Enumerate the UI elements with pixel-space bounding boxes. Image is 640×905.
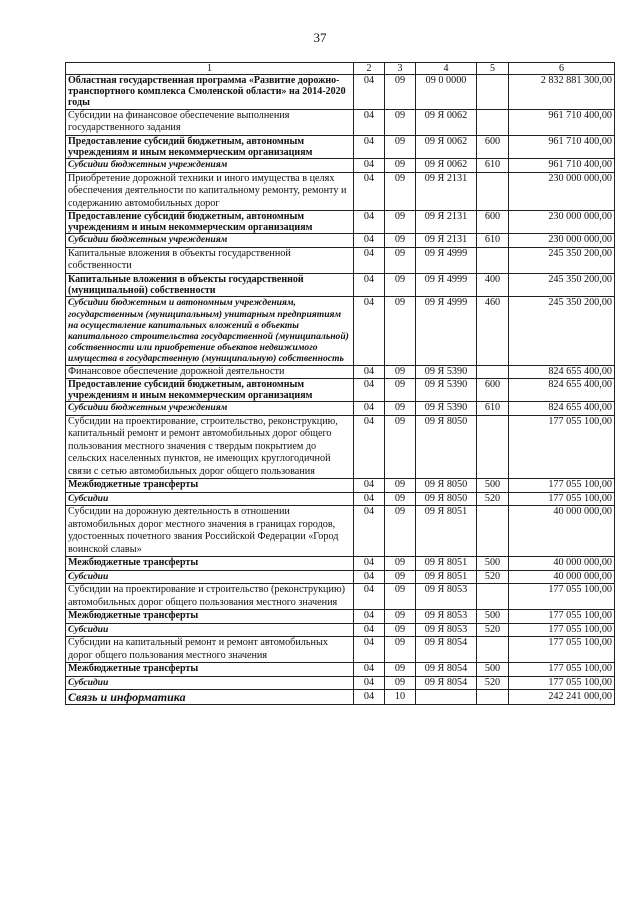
row-name-cell: Субсидии бюджетным учреждениям [66,159,354,173]
row-target-article-cell: 09 Я 4999 [416,273,477,296]
table-row [66,492,615,506]
row-target-article-cell: 09 Я 4999 [416,297,477,365]
row-expense-type-cell: 500 [477,663,509,677]
row-name-cell: Субсидии на капитальный ремонт и ремонт автомобильных дорог общего пользования местного значения [66,637,354,663]
row-name-cell: Капитальные вложения в объекты государственной собственности [66,247,354,273]
header-cell: 6 [509,63,615,75]
row-expense-type-cell [477,637,509,663]
row-target-article-cell: 09 Я 5390 [416,379,477,402]
row-name-cell: Субсидии бюджетным учреждениям [66,402,354,416]
row-name-cell: Субсидии [66,676,354,690]
row-amount-cell: 824 655 400,00 [509,402,615,416]
row-amount-cell: 177 055 100,00 [509,663,615,677]
row-expense-type-cell: 610 [477,402,509,416]
row-expense-type-cell [477,584,509,610]
row-name-cell: Субсидии на дорожную деятельность в отношении автомобильных дорог местного значения в границах городов, удостоенных почетного звания Российской Федерации «Город воинской славы» [66,506,354,557]
row-target-article-cell: 09 Я 0062 [416,135,477,158]
row-target-article-cell: 09 Я 8051 [416,506,477,557]
row-section-cell: 04 [354,637,385,663]
row-expense-type-cell: 610 [477,159,509,173]
row-amount-cell: 230 000 000,00 [509,172,615,211]
table-row [66,297,615,365]
row-subsection-cell: 09 [385,663,416,677]
header-cell: 2 [354,63,385,75]
row-section-cell: 04 [354,297,385,365]
table-row [66,75,615,110]
table-row [66,247,615,273]
row-name-cell: Приобретение дорожной техники и иного имущества в целях обеспечения деятельности по капитальному ремонту, ремонту и содержанию автомобильных дорог [66,172,354,211]
row-expense-type-cell: 520 [477,623,509,637]
row-expense-type-cell: 500 [477,479,509,493]
header-cell: 5 [477,63,509,75]
row-name-cell: Межбюджетные трансферты [66,557,354,571]
row-amount-cell: 177 055 100,00 [509,492,615,506]
row-name-cell: Субсидии [66,623,354,637]
row-name-cell: Финансовое обеспечение дорожной деятельности [66,365,354,379]
header-cell: 1 [66,63,354,75]
row-target-article-cell [416,690,477,705]
row-name-cell: Межбюджетные трансферты [66,479,354,493]
row-amount-cell: 245 350 200,00 [509,273,615,296]
table-row [66,557,615,571]
row-subsection-cell: 09 [385,135,416,158]
row-section-cell: 04 [354,663,385,677]
row-subsection-cell: 09 [385,297,416,365]
row-section-cell: 04 [354,492,385,506]
row-subsection-cell: 09 [385,365,416,379]
row-subsection-cell: 09 [385,172,416,211]
row-expense-type-cell: 500 [477,557,509,571]
row-expense-type-cell [477,690,509,705]
row-subsection-cell: 09 [385,273,416,296]
row-target-article-cell: 09 Я 2131 [416,211,477,234]
budget-table [65,62,615,705]
row-section-cell: 04 [354,623,385,637]
table-row [66,623,615,637]
row-section-cell: 04 [354,109,385,135]
row-amount-cell: 961 710 400,00 [509,135,615,158]
row-subsection-cell: 09 [385,610,416,624]
row-name-cell: Субсидии на проектирование и строительство (реконструкцию) автомобильных дорог общего пользования местного значения [66,584,354,610]
row-target-article-cell: 09 Я 8054 [416,663,477,677]
row-expense-type-cell: 610 [477,234,509,248]
row-target-article-cell: 09 Я 8053 [416,623,477,637]
row-amount-cell: 177 055 100,00 [509,676,615,690]
row-expense-type-cell: 520 [477,492,509,506]
table-row [66,159,615,173]
table-row [66,479,615,493]
table-row [66,172,615,211]
row-name-cell: Предоставление субсидий бюджетным, автономным учреждениям и иным некоммерческим организациям [66,379,354,402]
row-target-article-cell: 09 Я 8050 [416,415,477,479]
row-target-article-cell: 09 Я 8051 [416,570,477,584]
row-expense-type-cell: 600 [477,135,509,158]
row-section-cell: 04 [354,211,385,234]
row-amount-cell: 40 000 000,00 [509,570,615,584]
row-name-cell: Субсидии на проектирование, строительство, реконструкцию, капитальный ремонт и ремонт автомобильных дорог общего пользования местного значения с твердым покрытием до сельских населенных пунктов, не имеющих круглогодичной связи с сетью автомобильных дорог общего пользования [66,415,354,479]
row-subsection-cell: 09 [385,584,416,610]
row-subsection-cell: 09 [385,415,416,479]
table-row [66,415,615,479]
row-section-cell: 04 [354,610,385,624]
row-target-article-cell: 09 Я 8054 [416,676,477,690]
row-section-cell: 04 [354,506,385,557]
row-subsection-cell: 10 [385,690,416,705]
table-row [66,135,615,158]
row-target-article-cell: 09 Я 5390 [416,365,477,379]
row-target-article-cell: 09 Я 4999 [416,247,477,273]
table-row [66,109,615,135]
row-subsection-cell: 09 [385,479,416,493]
row-target-article-cell: 09 Я 0062 [416,109,477,135]
row-target-article-cell: 09 Я 0062 [416,159,477,173]
table-header-row [66,63,615,75]
row-expense-type-cell [477,415,509,479]
row-section-cell: 04 [354,234,385,248]
row-name-cell: Субсидии на финансовое обеспечение выполнения государственного задания [66,109,354,135]
row-amount-cell: 177 055 100,00 [509,623,615,637]
row-expense-type-cell: 600 [477,379,509,402]
table-row [66,273,615,296]
row-section-cell: 04 [354,247,385,273]
header-cell: 3 [385,63,416,75]
row-name-cell: Субсидии бюджетным и автономным учреждениям, государственным (муниципальным) унитарным предприятиям на осуществление капитальных вложений в объекты капитального строительства государственной (муниципальной) собственности или приобретение объектов недвижимого имущества в государственную (муниципальную) собственность [66,297,354,365]
row-expense-type-cell [477,75,509,110]
table-row [66,402,615,416]
row-subsection-cell: 09 [385,623,416,637]
row-amount-cell: 177 055 100,00 [509,610,615,624]
table-row [66,676,615,690]
row-expense-type-cell: 600 [477,211,509,234]
row-name-cell: Субсидии [66,570,354,584]
row-section-cell: 04 [354,557,385,571]
row-expense-type-cell [477,247,509,273]
row-name-cell: Межбюджетные трансферты [66,610,354,624]
row-amount-cell: 824 655 400,00 [509,365,615,379]
row-name-cell: Предоставление субсидий бюджетным, автономным учреждениям и иным некоммерческим организациям [66,211,354,234]
row-amount-cell: 2 832 881 300,00 [509,75,615,110]
row-subsection-cell: 09 [385,637,416,663]
table-row [66,234,615,248]
table-row [66,610,615,624]
row-expense-type-cell: 400 [477,273,509,296]
row-subsection-cell: 09 [385,492,416,506]
row-section-cell: 04 [354,690,385,705]
row-section-cell: 04 [354,159,385,173]
row-section-cell: 04 [354,676,385,690]
row-subsection-cell: 09 [385,570,416,584]
table-row [66,211,615,234]
row-subsection-cell: 09 [385,75,416,110]
row-amount-cell: 177 055 100,00 [509,415,615,479]
row-section-cell: 04 [354,135,385,158]
row-section-cell: 04 [354,379,385,402]
row-expense-type-cell: 460 [477,297,509,365]
row-amount-cell: 961 710 400,00 [509,159,615,173]
row-name-cell: Субсидии [66,492,354,506]
row-amount-cell: 40 000 000,00 [509,506,615,557]
row-subsection-cell: 09 [385,109,416,135]
row-expense-type-cell [477,109,509,135]
row-name-cell: Капитальные вложения в объекты государственной (муниципальной) собственности [66,273,354,296]
row-expense-type-cell: 520 [477,676,509,690]
row-expense-type-cell [477,172,509,211]
row-section-cell: 04 [354,273,385,296]
table-row [66,637,615,663]
row-subsection-cell: 09 [385,247,416,273]
row-subsection-cell: 09 [385,211,416,234]
table-row [66,570,615,584]
row-subsection-cell: 09 [385,379,416,402]
row-target-article-cell: 09 Я 8054 [416,637,477,663]
row-section-cell: 04 [354,415,385,479]
row-amount-cell: 245 350 200,00 [509,297,615,365]
row-target-article-cell: 09 Я 2131 [416,172,477,211]
row-target-article-cell: 09 Я 8051 [416,557,477,571]
row-target-article-cell: 09 Я 2131 [416,234,477,248]
row-amount-cell: 177 055 100,00 [509,584,615,610]
row-expense-type-cell [477,365,509,379]
table-row [66,690,615,705]
row-amount-cell: 230 000 000,00 [509,211,615,234]
row-amount-cell: 245 350 200,00 [509,247,615,273]
row-section-cell: 04 [354,584,385,610]
row-subsection-cell: 09 [385,159,416,173]
page-number: 37 [313,30,327,45]
row-expense-type-cell: 520 [477,570,509,584]
table-row [66,663,615,677]
row-name-cell: Субсидии бюджетным учреждениям [66,234,354,248]
row-expense-type-cell: 500 [477,610,509,624]
row-target-article-cell: 09 Я 8050 [416,492,477,506]
row-amount-cell: 824 655 400,00 [509,379,615,402]
table-row [66,506,615,557]
table-row [66,379,615,402]
row-subsection-cell: 09 [385,506,416,557]
row-amount-cell: 230 000 000,00 [509,234,615,248]
row-target-article-cell: 09 Я 8053 [416,610,477,624]
row-name-cell: Областная государственная программа «Развитие дорожно-транспортного комплекса Смоленской области» на 2014-2020 годы [66,75,354,110]
row-target-article-cell: 09 Я 8053 [416,584,477,610]
row-section-cell: 04 [354,570,385,584]
row-expense-type-cell [477,506,509,557]
row-section-cell: 04 [354,172,385,211]
row-subsection-cell: 09 [385,557,416,571]
header-cell: 4 [416,63,477,75]
row-target-article-cell: 09 0 0000 [416,75,477,110]
row-subsection-cell: 09 [385,402,416,416]
row-name-cell: Предоставление субсидий бюджетным, автономным учреждениям и иным некоммерческим организациям [66,135,354,158]
row-target-article-cell: 09 Я 8050 [416,479,477,493]
row-section-cell: 04 [354,75,385,110]
row-section-cell: 04 [354,365,385,379]
row-subsection-cell: 09 [385,676,416,690]
row-amount-cell: 961 710 400,00 [509,109,615,135]
row-section-cell: 04 [354,479,385,493]
row-amount-cell: 242 241 000,00 [509,690,615,705]
row-name-cell: Связь и информатика [66,690,354,705]
row-name-cell: Межбюджетные трансферты [66,663,354,677]
row-amount-cell: 177 055 100,00 [509,479,615,493]
table-row [66,584,615,610]
row-target-article-cell: 09 Я 5390 [416,402,477,416]
row-amount-cell: 40 000 000,00 [509,557,615,571]
row-amount-cell: 177 055 100,00 [509,637,615,663]
table-row [66,365,615,379]
row-subsection-cell: 09 [385,234,416,248]
row-section-cell: 04 [354,402,385,416]
